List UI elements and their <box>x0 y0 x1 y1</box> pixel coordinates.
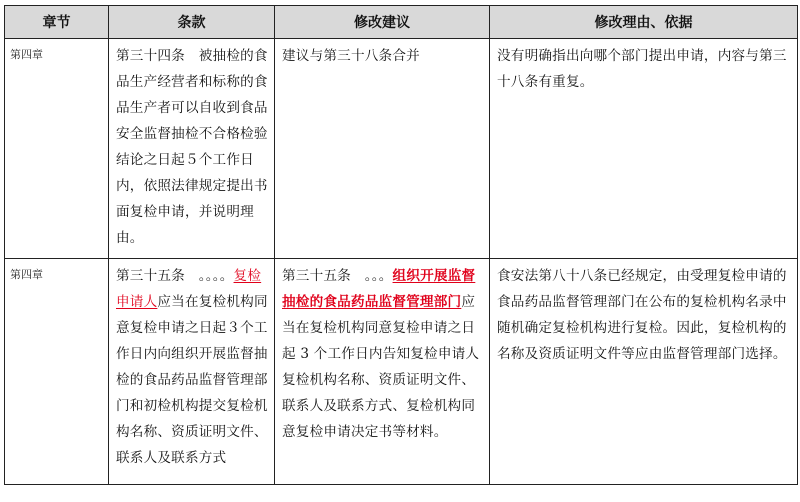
row1-clause: 第三十四条 被抽检的食品生产经营者和标称的食品生产者可以自收到食品安全监督抽检不合格检验结论之日起５个工作日内，依照法律规定提出书面复检申请，并说明理由。 <box>116 48 268 246</box>
row2-suggestion <box>275 259 489 451</box>
table-header-row <box>5 6 798 39</box>
header-clause: 条款 <box>109 6 275 39</box>
header-reason: 修改理由、依据 <box>490 6 798 39</box>
row2-chapter-cell <box>5 259 109 485</box>
row1-suggestion-cell <box>275 39 490 259</box>
row2-clause-prefix: 第三十五条 。。。。 <box>116 268 234 284</box>
row2-clause-highlight: 复检申请人 <box>116 268 262 310</box>
row1-reason: 没有明确指出向哪个部门提出申请，内容与第三十八条有重复。 <box>497 48 787 90</box>
row2-reason: 食安法第八十八条已经规定，由受理复检申请的食品药品监督管理部门在公布的复检机构名录中随机确定复检机构进行复检。因此，复检机构的名称及资质证明文件等应由监督管理部门选择。 <box>497 268 787 362</box>
header-chapter: 章节 <box>5 6 109 39</box>
row2-suggestion-prefix: 第三十五条 。。。 <box>282 268 393 284</box>
revision-comments-table <box>4 5 798 485</box>
row1-chapter-cell <box>5 39 109 259</box>
table-row <box>5 259 798 485</box>
row1-suggestion: 建议与第三十八条合并 <box>282 48 420 64</box>
header-suggestion: 修改建议 <box>275 6 490 39</box>
row2-chapter: 第四章 <box>10 268 43 281</box>
row2-suggestion-rest: 应当在复检机构同意复检申请之日起 3 个工作日内告知复检申请人复检机构名称、资质证明文件、联系人及联系方式、复检机构同意复检申请决定书等材料。 <box>282 294 480 440</box>
row1-reason-cell <box>490 39 798 259</box>
row1-clause-cell <box>109 39 275 259</box>
row1-chapter: 第四章 <box>10 48 43 61</box>
row2-reason-cell <box>490 259 798 485</box>
row2-suggestion-highlight: 组织开展监督抽检的食品药品监督管理部门 <box>282 268 476 310</box>
row2-clause <box>109 259 274 483</box>
table-row <box>5 39 798 259</box>
row2-clause-rest: 应当在复检机构同意复检申请之日起３个工作日内向组织开展监督抽检的食品药品监督管理部门和初检机构提交复检机构名称、资质证明文件、联系人及联系方式 <box>116 294 268 466</box>
row2-suggestion-cell <box>275 259 490 485</box>
row2-clause-cell <box>109 259 275 485</box>
